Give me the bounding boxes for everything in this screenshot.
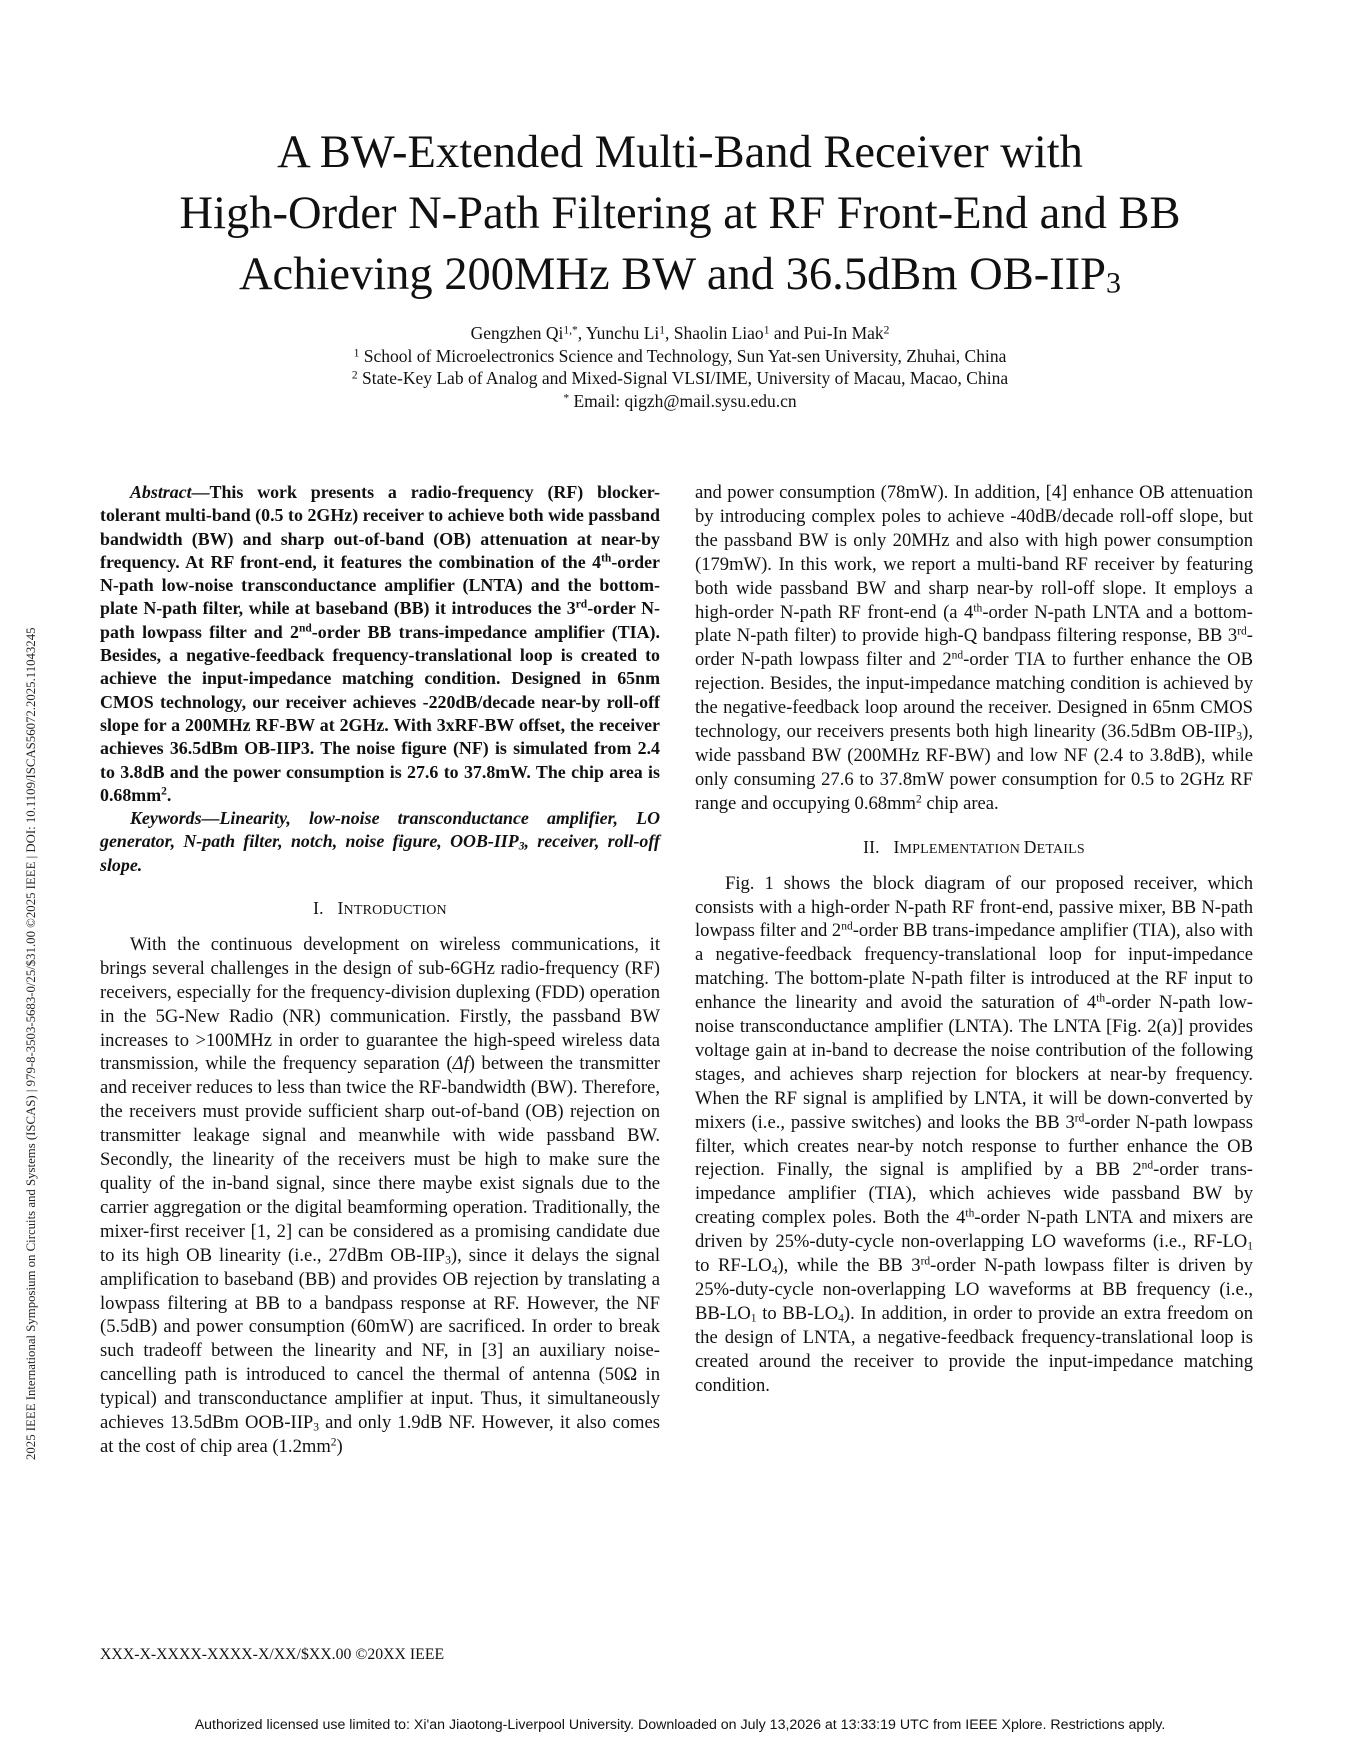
- section-rest: ETAILS: [1036, 841, 1085, 857]
- impl-sup: th: [1096, 992, 1106, 1005]
- intro-text: With the continuous development on wireless communications, it brings several challenges in the design of sub-6GHz radio-frequency (RF) receivers, especially for the frequency-division duplexing (FDD) operation in the 5G-New Radio (NR) communication. Firstly, the passband BW increases to >100MHz in order to guarantee the high-speed wireless data transmission, while the frequency separation (: [100, 933, 660, 1075]
- intro-text: ) between the transmitter and receiver reduces to less than twice the RF-bandwidth (BW). Therefore, the receivers must provide sufficient sharp out-of-band (OB) rejection on transmitter leakage signal and meanwhile with wide passband BW. Secondly, the linearity of the receivers must be high to make sure the quality of the in-band signal, since there maybe exist signals due to the carrier aggregation or the digital beamforming operation. Traditionally, the mixer-first receiver [1, 2] can be considered as a promising candidate due to its high OB linearity (i.e., 27dBm OB-IIP: [100, 1053, 660, 1266]
- intro-sup: 2: [330, 1436, 337, 1449]
- abstract-text: .: [166, 784, 172, 805]
- author-3: , Shaolin Liao: [665, 323, 764, 343]
- abstract-text: -order N-path low-noise transconductance amplifier (LNTA) and the bottom-plate N-path filter, while at baseband (BB) it introduces the 3: [100, 551, 660, 619]
- impl-text: Fig. 1 shows the block diagram of our proposed receiver, which consists with a high-order N-path RF front-end, passive mixer, BB N-path lowpass filter and 2: [695, 872, 1253, 942]
- impl-text: to RF-LO: [695, 1255, 772, 1277]
- intro-cont-text: chip area.: [921, 792, 999, 814]
- section-number: I.: [313, 898, 324, 919]
- title-line-2: High-Order N-Path Filtering at RF Front-End and BB: [179, 188, 1181, 239]
- impl-text: -order N-path lowpass filter, which creates near-by notch response to further enhance the OB rejection. Finally, the signal is amplified by a BB 2: [695, 1111, 1253, 1181]
- section-heading-implementation: [695, 836, 1253, 862]
- intro-cont-sup: nd: [951, 650, 964, 663]
- intro-delta: Δf: [452, 1053, 469, 1075]
- email-sup: *: [563, 391, 570, 404]
- keywords-text: —Linearity, low-noise transconductance amplifier, LO generator, N-path filter, notch, noise figure, OOB-IIP: [100, 808, 660, 852]
- impl-text: -order N-path lowpass filter is driven by 25%-duty-cycle non-overlapping LO waveforms at BB frequency (i.e., BB-LO: [695, 1255, 1253, 1324]
- intro-text: ), since it delays the signal amplification to baseband (BB) and provides OB rejection by translating a lowpass filtering at BB to a bandpass response at RF. However, the NF (5.5dB) and power consumption (60mW) are sacrificed. In order to break such tradeoff between the linearity and NF, in [3] an auxiliary noise-cancelling path is introduced to cancel the thermal of antenna (50Ω in typical) and transconductance amplifier at input. Thus, it simultaneously achieves 13.5dBm OOB-IIP: [100, 1244, 661, 1434]
- author-2: , Yunchu Li: [577, 323, 660, 343]
- section-number: II.: [863, 836, 880, 857]
- impl-text: to BB-LO: [756, 1302, 839, 1324]
- affiliation-1-text: School of Microelectronics Science and Technology, Sun Yat-sen University, Zhuhai, China: [359, 345, 1007, 366]
- intro-sub: 3: [313, 1421, 319, 1434]
- introduction-paragraph: [100, 933, 660, 1459]
- affiliation-2-text: State-Key Lab of Analog and Mixed-Signal VLSI/IME, University of Macau, Macao, China: [357, 368, 1009, 388]
- author-1-sup: 1,*: [563, 324, 578, 337]
- section-initial: I: [337, 898, 344, 919]
- impl-sup: rd: [1074, 1112, 1085, 1125]
- impl-sup: th: [965, 1207, 975, 1220]
- impl-sub: 1: [1247, 1240, 1253, 1253]
- intro-cont-sup: th: [973, 602, 983, 615]
- keywords-sub: 3: [518, 840, 525, 853]
- email-text: Email: qigzh@mail.sysu.edu.cn: [569, 390, 797, 411]
- impl-sup: rd: [920, 1255, 931, 1268]
- section-initial: I: [893, 836, 900, 857]
- section-heading-introduction: [100, 897, 660, 923]
- section-rest: MPLEMENTATION: [899, 841, 1024, 857]
- impl-sup: nd: [841, 921, 853, 934]
- copyright-footer: XXX-X-XXXX-XXXX-X/XX/$XX.00 ©20XX IEEE: [100, 1646, 445, 1663]
- intro-cont-sup: 2: [916, 793, 922, 806]
- abstract-lead: Abstract: [130, 482, 192, 502]
- title-line-3: Achieving 200MHz BW and 36.5dBm OB-IIP: [238, 249, 1107, 300]
- abstract-sup: rd: [575, 599, 588, 612]
- impl-sub: 4: [771, 1264, 778, 1277]
- abstract-sup: nd: [299, 622, 312, 635]
- abstract-sup: th: [601, 552, 612, 565]
- title-subscript: 3: [1106, 266, 1122, 300]
- intro-text: ): [336, 1435, 343, 1457]
- author-block: [60, 322, 1300, 412]
- affiliation-1: [60, 345, 1300, 368]
- intro-cont-text: -order TIA to further enhance the OB rejection. Besides, the input-impedance matching condition is achieved by the negative-feedback loop around the receiver. Designed in 65nm CMOS technology, our receivers presents both high linearity (36.5dBm OB-IIP: [695, 649, 1253, 743]
- license-notice: Authorized licensed use limited to: Xi'an Jiaotong-Liverpool University. Downloaded on July 13,2026 at 13:33:19 UTC from IEEE Xplore. Restrictions apply.: [194, 1717, 1166, 1733]
- impl-sup: nd: [1141, 1160, 1154, 1173]
- right-column: [695, 481, 1253, 1398]
- intro-sub: 3: [445, 1254, 451, 1267]
- section-rest: NTRODUCTION: [343, 903, 447, 919]
- paper-title: [60, 122, 1300, 305]
- impl-text: ). In addition, in order to provide an extra freedom on the design of LNTA, a negative-feedback frequency-translational loop is created around the receiver to provide the input-impedance matching condition.: [695, 1302, 1253, 1396]
- intro-cont-text: ), wide passband BW (200MHz RF-BW) and low NF (2.4 to 3.8dB), while only consuming 27.6 to 37.8mW power consumption for 0.5 to 2GHz RF range and occupying 0.68mm: [695, 721, 1253, 814]
- title-line-1: A BW-Extended Multi-Band Receiver with: [277, 127, 1083, 178]
- affiliation-2-sup: 2: [351, 369, 358, 382]
- abstract: [100, 481, 660, 807]
- keywords-text: , receiver, roll-off slope.: [100, 831, 660, 875]
- email-line: [60, 390, 1300, 413]
- abstract-text: -order BB trans-impedance amplifier (TIA). Besides, a negative-feedback frequency-translational loop is created to achieve the input-impedance matching condition. Designed in 65nm CMOS technology, our receiver achieves -220dB/decade near-by roll-off slope for a 200MHz RF-BW at 2GHz. With 3xRF-BW offset, the receiver achieves 36.5dBm OB-IIP3. The noise figure (NF) is simulated from 2.4 to 3.8dB and the power consumption is 27.6 to 37.8mW. The chip area is 0.68mm: [100, 621, 660, 805]
- impl-text: -order N-path LNTA and mixers are driven by 25%-duty-cycle non-overlapping LO waveforms (i.e., RF-LO: [695, 1207, 1253, 1253]
- impl-text: -order trans-impedance amplifier (TIA), which achieves wide passband BW by creating complex poles. Both the 4: [695, 1159, 1254, 1229]
- keywords: [100, 807, 660, 877]
- left-column: [100, 481, 660, 1459]
- author-4-sup: 2: [883, 324, 890, 337]
- doi-side-note: 2025 IEEE International Symposium on Circuits and Systems (ISCAS) | 979-8-3503-5683-0/25/$31.00 ©2025 IEEE | DOI: 10.1109/ISCAS56072.2025.11043245: [24, 627, 38, 1460]
- implementation-paragraph: [695, 872, 1253, 1398]
- intro-text: and only 1.9dB NF. However, it also comes at the cost of chip area (1.2mm: [100, 1412, 660, 1457]
- author-2-sup: 1: [659, 324, 666, 337]
- impl-text: -order N-path low-noise transconductance amplifier (LNTA). The LNTA [Fig. 2(a)] provides voltage gain at in-band to decrease the noise contribution of the following stages, and achieves sharp rejection for blockers at near-by frequency. When the RF signal is amplified by LNTA, it will be down-converted by mixers (i.e., passive switches) and looks the BB 3: [695, 992, 1253, 1133]
- impl-sub: 4: [838, 1312, 844, 1325]
- keywords-lead: Keywords: [130, 808, 202, 829]
- author-1: Gengzhen Qi: [470, 323, 564, 343]
- intro-cont-sup: rd: [1237, 626, 1247, 639]
- affiliation-2: [60, 367, 1300, 390]
- author-3-sup: 1: [763, 324, 770, 337]
- intro-cont-text: -order N-path lowpass filter and 2: [695, 625, 1253, 671]
- impl-text: ), while the BB 3: [777, 1255, 921, 1277]
- intro-cont-text: and power consumption (78mW). In addition, [4] enhance OB attenuation by introducing complex poles to achieve -40dB/decade roll-off slope, but the passband BW is only 20MHz and also with high power consumption (179mW). In this work, we report a multi-band RF receiver by featuring both wide passband BW and sharp near-by roll-off slope. It employs a high-order N-path RF front-end (a 4: [695, 482, 1253, 623]
- impl-text: -order BB trans-impedance amplifier (TIA), also with a negative-feedback frequency-translational loop for input-impedance matching. The bottom-plate N-path filter is introduced at the RF input to enhance the linearity and avoid the saturation of 4: [695, 920, 1253, 1014]
- abstract-text: —This work presents a radio-frequency (RF) blocker-tolerant multi-band (0.5 to 2GHz) receiver to achieve both wide passband bandwidth (BW) and sharp out-of-band (OB) attenuation at near-by frequency. At RF front-end, it features the combination of the 4: [100, 482, 660, 572]
- author-names: [60, 322, 1300, 345]
- intro-cont-text: -order N-path LNTA and a bottom-plate N-path filter) to provide high-Q bandpass filtering response, BB 3: [695, 601, 1253, 647]
- section-initial: D: [1023, 836, 1037, 857]
- abstract-sup: 2: [161, 785, 167, 798]
- abstract-text: -order N-path lowpass filter and 2: [100, 598, 660, 642]
- impl-sub: 1: [750, 1312, 757, 1325]
- intro-cont-sub: 3: [1236, 730, 1243, 743]
- affiliation-1-sup: 1: [353, 346, 360, 359]
- author-4: and Pui-In Mak: [769, 323, 884, 343]
- introduction-continuation: [695, 481, 1253, 816]
